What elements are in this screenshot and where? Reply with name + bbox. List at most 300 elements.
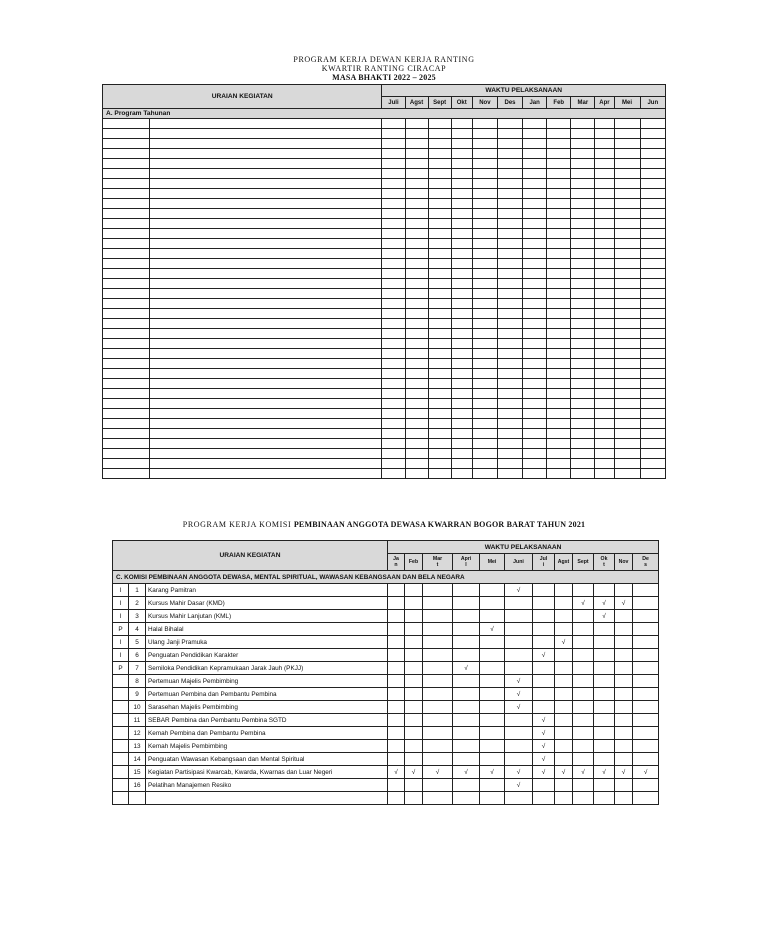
doc1-empty-cell — [472, 389, 497, 399]
schedule-cell — [555, 701, 573, 714]
doc1-empty-cell — [595, 199, 614, 209]
doc1-empty-cell — [614, 269, 640, 279]
doc1-empty-cell — [547, 379, 571, 389]
doc1-empty-cell — [103, 419, 150, 429]
doc1-empty-cell — [103, 189, 150, 199]
doc1-empty-cell — [472, 379, 497, 389]
schedule-cell — [615, 662, 633, 675]
check-mark-cell: √ — [533, 753, 555, 766]
doc1-empty-cell — [614, 199, 640, 209]
doc1-empty-cell — [405, 159, 428, 169]
doc1-empty-cell — [523, 459, 547, 469]
doc1-empty-cell — [103, 319, 150, 329]
schedule-cell — [505, 662, 533, 675]
doc1-empty-cell — [497, 379, 522, 389]
schedule-cell — [405, 688, 423, 701]
doc2-month-header: Nov — [615, 554, 633, 571]
doc1-empty-cell — [595, 429, 614, 439]
schedule-cell — [405, 597, 423, 610]
doc1-empty-cell — [428, 169, 451, 179]
doc1-empty-cell — [640, 389, 665, 399]
doc1-empty-cell — [640, 299, 665, 309]
doc1-empty-cell — [451, 339, 472, 349]
doc1-empty-cell — [523, 389, 547, 399]
doc1-empty-cell — [614, 299, 640, 309]
doc1-empty-cell — [640, 459, 665, 469]
doc1-empty-cell — [103, 219, 150, 229]
schedule-cell — [453, 636, 480, 649]
schedule-cell — [480, 792, 505, 805]
doc1-empty-cell — [451, 369, 472, 379]
doc1-empty-cell — [595, 409, 614, 419]
schedule-cell — [615, 753, 633, 766]
schedule-cell — [533, 675, 555, 688]
doc1-empty-cell — [150, 269, 382, 279]
schedule-cell — [594, 779, 615, 792]
row-code — [113, 792, 129, 805]
doc2-activity-row — [113, 597, 677, 610]
doc1-empty-cell — [614, 319, 640, 329]
doc1-empty-cell — [497, 279, 522, 289]
doc2-activity-row — [113, 766, 677, 779]
doc1-empty-cell — [497, 469, 522, 479]
doc1-empty-row — [103, 239, 666, 249]
doc1-empty-cell — [405, 209, 428, 219]
doc1-empty-cell — [428, 289, 451, 299]
doc1-empty-cell — [103, 369, 150, 379]
schedule-cell — [533, 636, 555, 649]
doc1-empty-cell — [614, 259, 640, 269]
doc1-empty-cell — [571, 389, 595, 399]
schedule-cell — [388, 649, 405, 662]
schedule-cell — [480, 753, 505, 766]
row-number: 7 — [129, 662, 146, 675]
schedule-cell — [405, 610, 423, 623]
doc1-empty-cell — [595, 219, 614, 229]
doc2-month-header: Apri l — [453, 554, 480, 571]
doc1-empty-cell — [614, 249, 640, 259]
row-code: I — [113, 649, 129, 662]
schedule-cell — [505, 649, 533, 662]
schedule-cell — [573, 636, 594, 649]
schedule-cell — [505, 610, 533, 623]
doc1-empty-cell — [497, 149, 522, 159]
doc1-empty-cell — [523, 279, 547, 289]
doc1-empty-cell — [451, 199, 472, 209]
schedule-cell — [615, 623, 633, 636]
doc1-empty-cell — [571, 179, 595, 189]
row-number: 3 — [129, 610, 146, 623]
row-activity: Semiloka Pendidikan Kepramukaan Jarak Jauh (PKJJ) — [146, 662, 388, 675]
row-activity: Pertemuan Majelis Pembimbing — [146, 675, 388, 688]
schedule-cell — [555, 675, 573, 688]
doc1-empty-cell — [103, 129, 150, 139]
doc1-empty-cell — [382, 279, 405, 289]
doc1-empty-row — [103, 249, 666, 259]
schedule-cell — [388, 636, 405, 649]
schedule-cell — [555, 727, 573, 740]
doc1-empty-row — [103, 359, 666, 369]
doc1-empty-cell — [428, 299, 451, 309]
schedule-cell — [633, 649, 659, 662]
row-number: 11 — [129, 714, 146, 727]
doc1-empty-cell — [405, 439, 428, 449]
schedule-cell — [573, 740, 594, 753]
doc1-empty-cell — [497, 309, 522, 319]
doc1-empty-cell — [614, 149, 640, 159]
doc2-month-header: Jul i — [533, 554, 555, 571]
doc1-empty-cell — [472, 309, 497, 319]
check-mark-cell: √ — [594, 766, 615, 779]
doc1-empty-cell — [451, 299, 472, 309]
schedule-cell — [423, 662, 453, 675]
doc1-empty-cell — [640, 409, 665, 419]
doc1-empty-cell — [451, 469, 472, 479]
doc1-empty-cell — [547, 129, 571, 139]
doc1-empty-cell — [595, 459, 614, 469]
doc1-empty-cell — [451, 249, 472, 259]
doc1-title-line2: KWARTIR RANTING CIRACAP — [321, 64, 447, 73]
doc1-month-header: Des — [497, 97, 522, 109]
doc1-empty-cell — [595, 299, 614, 309]
doc1-empty-cell — [547, 269, 571, 279]
row-activity: Halal Bihalal — [146, 623, 388, 636]
doc1-empty-cell — [595, 179, 614, 189]
schedule-cell — [594, 688, 615, 701]
doc1-empty-cell — [428, 329, 451, 339]
doc1-empty-cell — [571, 249, 595, 259]
doc1-empty-row — [103, 259, 666, 269]
doc1-title-line3: MASA BHAKTI 2022 – 2025 — [332, 73, 436, 82]
schedule-cell — [453, 714, 480, 727]
schedule-cell — [480, 662, 505, 675]
schedule-cell — [555, 792, 573, 805]
row-number: 12 — [129, 727, 146, 740]
doc1-empty-cell — [382, 229, 405, 239]
schedule-cell — [388, 662, 405, 675]
schedule-cell — [594, 675, 615, 688]
doc1-empty-cell — [472, 439, 497, 449]
doc1-empty-cell — [428, 189, 451, 199]
doc1-empty-cell — [472, 299, 497, 309]
doc1-empty-cell — [547, 449, 571, 459]
doc1-empty-cell — [614, 119, 640, 129]
doc1-empty-cell — [523, 289, 547, 299]
schedule-cell — [388, 779, 405, 792]
doc1-empty-row — [103, 229, 666, 239]
schedule-cell — [633, 610, 659, 623]
doc1-empty-cell — [382, 369, 405, 379]
schedule-cell — [388, 792, 405, 805]
check-mark-cell: √ — [505, 688, 533, 701]
doc1-empty-cell — [451, 169, 472, 179]
doc1-empty-cell — [405, 189, 428, 199]
doc1-empty-cell — [150, 299, 382, 309]
doc1-empty-cell — [547, 429, 571, 439]
doc1-empty-cell — [428, 219, 451, 229]
doc1-empty-cell — [595, 239, 614, 249]
doc1-empty-cell — [614, 379, 640, 389]
schedule-cell — [423, 675, 453, 688]
doc1-empty-cell — [547, 249, 571, 259]
doc1-empty-cell — [497, 119, 522, 129]
doc1-empty-cell — [405, 169, 428, 179]
doc2-activity-row — [113, 792, 677, 805]
doc1-empty-cell — [428, 359, 451, 369]
schedule-cell — [573, 701, 594, 714]
doc1-title-line1: PROGRAM KERJA DEWAN KERJA RANTING — [293, 55, 475, 64]
doc1-empty-cell — [497, 449, 522, 459]
schedule-cell — [633, 675, 659, 688]
doc1-empty-cell — [150, 359, 382, 369]
doc1-empty-cell — [103, 399, 150, 409]
doc1-empty-cell — [428, 159, 451, 169]
row-activity: Kegiatan Partisipasi Kwarcab, Kwarda, Kwarnas dan Luar Negeri — [146, 766, 388, 779]
doc1-empty-cell — [523, 409, 547, 419]
doc1-empty-row — [103, 399, 666, 409]
doc1-empty-cell — [571, 239, 595, 249]
doc1-empty-cell — [640, 209, 665, 219]
doc1-empty-cell — [103, 119, 150, 129]
schedule-cell — [594, 701, 615, 714]
doc1-empty-cell — [428, 449, 451, 459]
schedule-cell — [388, 610, 405, 623]
schedule-cell — [405, 636, 423, 649]
doc1-empty-cell — [428, 259, 451, 269]
doc1-section-a: A. Program Tahunan — [103, 109, 666, 119]
doc1-empty-cell — [640, 339, 665, 349]
doc1-empty-cell — [497, 439, 522, 449]
doc1-empty-cell — [451, 309, 472, 319]
doc1-empty-cell — [103, 149, 150, 159]
doc1-empty-row — [103, 319, 666, 329]
doc1-empty-cell — [103, 329, 150, 339]
schedule-cell — [423, 792, 453, 805]
doc1-empty-cell — [523, 149, 547, 159]
doc1-empty-cell — [405, 389, 428, 399]
doc1-empty-cell — [640, 269, 665, 279]
row-activity: Pertemuan Pembina dan Pembantu Pembina — [146, 688, 388, 701]
schedule-cell — [633, 753, 659, 766]
schedule-cell — [533, 584, 555, 597]
doc1-empty-cell — [571, 429, 595, 439]
doc1-empty-cell — [405, 139, 428, 149]
doc1-empty-cell — [451, 359, 472, 369]
doc1-empty-cell — [547, 369, 571, 379]
doc1-empty-cell — [595, 439, 614, 449]
doc1-empty-cell — [150, 389, 382, 399]
doc1-empty-row — [103, 369, 666, 379]
check-mark-cell: √ — [388, 766, 405, 779]
doc1-empty-cell — [472, 129, 497, 139]
doc1-empty-cell — [451, 449, 472, 459]
doc1-empty-cell — [382, 189, 405, 199]
schedule-cell — [423, 597, 453, 610]
doc1-empty-cell — [428, 379, 451, 389]
doc1-empty-row — [103, 459, 666, 469]
doc1-empty-cell — [497, 419, 522, 429]
doc1-empty-cell — [523, 469, 547, 479]
doc1-empty-cell — [497, 249, 522, 259]
schedule-cell — [573, 727, 594, 740]
doc1-empty-cell — [640, 439, 665, 449]
doc1-empty-cell — [614, 169, 640, 179]
doc1-empty-cell — [405, 179, 428, 189]
doc1-empty-row — [103, 469, 666, 479]
doc1-empty-cell — [150, 399, 382, 409]
doc1-empty-cell — [497, 199, 522, 209]
schedule-cell — [555, 779, 573, 792]
doc1-month-header: Mar — [571, 97, 595, 109]
doc1-schedule-table — [102, 84, 666, 479]
doc2-activity-row — [113, 688, 677, 701]
doc1-empty-cell — [523, 159, 547, 169]
schedule-cell — [453, 740, 480, 753]
schedule-cell — [405, 584, 423, 597]
doc2-activity-row — [113, 649, 677, 662]
schedule-cell — [594, 649, 615, 662]
doc1-empty-cell — [428, 439, 451, 449]
row-code: P — [113, 662, 129, 675]
schedule-cell — [594, 662, 615, 675]
doc1-empty-cell — [497, 329, 522, 339]
doc1-empty-cell — [614, 219, 640, 229]
doc1-empty-cell — [150, 219, 382, 229]
doc1-empty-cell — [428, 129, 451, 139]
doc2-month-header: De s — [633, 554, 659, 571]
doc1-empty-cell — [523, 349, 547, 359]
check-mark-cell: √ — [505, 675, 533, 688]
doc1-empty-cell — [382, 129, 405, 139]
doc1-empty-cell — [595, 329, 614, 339]
doc1-empty-cell — [595, 129, 614, 139]
doc1-month-header: Juli — [382, 97, 405, 109]
doc1-empty-cell — [451, 259, 472, 269]
doc1-empty-cell — [640, 289, 665, 299]
doc1-empty-cell — [451, 289, 472, 299]
doc1-empty-cell — [595, 309, 614, 319]
doc1-empty-cell — [614, 409, 640, 419]
doc1-empty-cell — [547, 309, 571, 319]
schedule-cell — [573, 675, 594, 688]
doc1-empty-cell — [497, 189, 522, 199]
doc1-empty-cell — [451, 459, 472, 469]
schedule-cell — [480, 584, 505, 597]
check-mark-cell: √ — [594, 597, 615, 610]
schedule-cell — [555, 649, 573, 662]
doc1-empty-cell — [103, 429, 150, 439]
doc1-empty-cell — [103, 199, 150, 209]
doc1-empty-cell — [595, 189, 614, 199]
schedule-cell — [615, 740, 633, 753]
schedule-cell — [555, 597, 573, 610]
doc1-empty-cell — [451, 319, 472, 329]
schedule-cell — [423, 740, 453, 753]
schedule-cell — [505, 597, 533, 610]
doc1-empty-cell — [614, 179, 640, 189]
doc1-empty-cell — [150, 329, 382, 339]
doc1-empty-cell — [640, 179, 665, 189]
doc1-empty-cell — [428, 199, 451, 209]
doc1-empty-cell — [614, 349, 640, 359]
doc1-empty-cell — [405, 359, 428, 369]
schedule-cell — [633, 740, 659, 753]
schedule-cell — [480, 740, 505, 753]
doc1-empty-cell — [405, 369, 428, 379]
doc1-month-header: Apr — [595, 97, 614, 109]
doc1-empty-cell — [382, 469, 405, 479]
schedule-cell — [594, 792, 615, 805]
doc1-empty-cell — [614, 309, 640, 319]
schedule-cell — [615, 792, 633, 805]
row-activity: Kemah Pembina dan Pembantu Pembina — [146, 727, 388, 740]
doc1-empty-cell — [382, 409, 405, 419]
schedule-cell — [480, 714, 505, 727]
doc1-empty-cell — [103, 309, 150, 319]
schedule-cell — [480, 610, 505, 623]
doc1-empty-cell — [547, 239, 571, 249]
doc1-empty-cell — [451, 389, 472, 399]
doc1-empty-cell — [571, 229, 595, 239]
schedule-cell — [594, 714, 615, 727]
schedule-cell — [573, 792, 594, 805]
doc1-empty-row — [103, 419, 666, 429]
doc1-month-header: Agst — [405, 97, 428, 109]
schedule-cell — [388, 597, 405, 610]
doc1-empty-cell — [382, 159, 405, 169]
doc1-empty-cell — [150, 379, 382, 389]
doc1-empty-cell — [382, 359, 405, 369]
doc1-empty-cell — [103, 249, 150, 259]
doc1-empty-cell — [451, 239, 472, 249]
row-activity: Pelatihan Manajemen Resiko — [146, 779, 388, 792]
row-code — [113, 779, 129, 792]
doc1-month-header: Sept — [428, 97, 451, 109]
doc1-empty-cell — [523, 449, 547, 459]
doc1-empty-cell — [547, 149, 571, 159]
doc1-empty-cell — [451, 379, 472, 389]
doc1-empty-cell — [523, 169, 547, 179]
doc1-empty-row — [103, 309, 666, 319]
doc1-empty-cell — [523, 129, 547, 139]
doc1-empty-cell — [571, 189, 595, 199]
doc1-empty-cell — [472, 349, 497, 359]
schedule-cell — [615, 727, 633, 740]
schedule-cell — [480, 688, 505, 701]
doc1-empty-cell — [451, 219, 472, 229]
doc1-empty-cell — [523, 429, 547, 439]
doc2-activity-row — [113, 701, 677, 714]
doc1-empty-cell — [497, 349, 522, 359]
doc1-empty-cell — [497, 169, 522, 179]
doc1-empty-cell — [595, 349, 614, 359]
doc1-empty-cell — [547, 319, 571, 329]
doc1-empty-cell — [150, 369, 382, 379]
doc1-empty-cell — [382, 459, 405, 469]
schedule-cell — [573, 623, 594, 636]
doc1-empty-cell — [497, 239, 522, 249]
doc1-empty-cell — [150, 429, 382, 439]
doc1-empty-cell — [405, 409, 428, 419]
doc1-month-header: Mei — [614, 97, 640, 109]
doc1-empty-cell — [428, 209, 451, 219]
doc1-empty-cell — [451, 179, 472, 189]
schedule-cell — [423, 649, 453, 662]
doc1-empty-cell — [150, 309, 382, 319]
doc1-empty-cell — [382, 379, 405, 389]
doc1-empty-cell — [382, 319, 405, 329]
schedule-cell — [453, 584, 480, 597]
